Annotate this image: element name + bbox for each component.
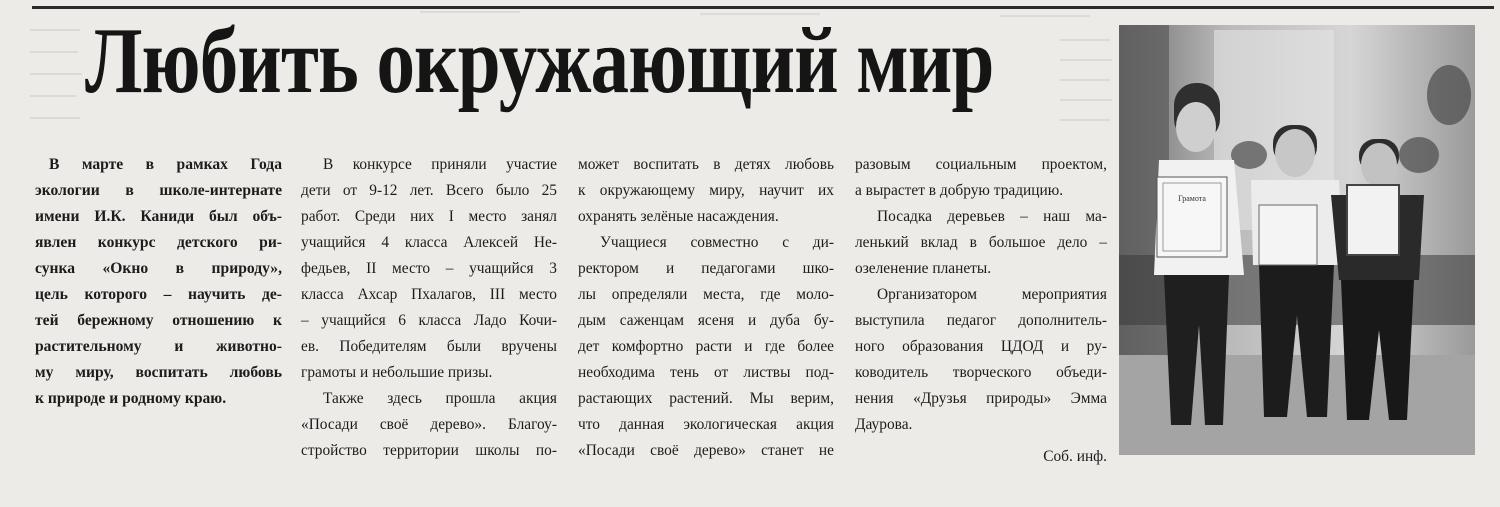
- text-line: учащийся 4 класса Алексей Не-: [301, 234, 557, 251]
- text-line: явлен конкурс детского ри-: [35, 234, 282, 251]
- text-line: класса Ахсар Пхалагов, III место: [301, 286, 557, 303]
- text-line: имени И.К. Каниди был объ-: [35, 208, 282, 225]
- text-line: сунка «Окно в природу»,: [35, 260, 282, 277]
- text-line: ректором и педагогами шко-: [578, 260, 834, 277]
- text-column-4: [855, 152, 1107, 470]
- text-line: грамоты и небольшие призы.: [301, 364, 493, 381]
- text-line: федьев, II место – учащийся 3: [301, 260, 557, 277]
- text-line: работ. Среди них I место занял: [301, 208, 557, 225]
- text-line: В марте в рамках Года: [49, 156, 282, 173]
- text-line: выступила педагог дополнитель-: [855, 312, 1107, 329]
- text-line: а вырастет в добрую традицию.: [855, 182, 1064, 199]
- text-line: нения «Друзья природы» Эмма: [855, 390, 1107, 407]
- text-line: Посадка деревьев – наш ма-: [877, 208, 1107, 225]
- text-line: растающих растений. Мы верим,: [578, 390, 834, 407]
- text-line: может воспитать в детях любовь: [578, 156, 834, 173]
- text-line: ленький вклад в большое дело –: [855, 234, 1107, 251]
- text-line: ководитель творческого объеди-: [855, 364, 1107, 381]
- text-column-2: [301, 152, 557, 464]
- text-line: к окружающему миру, научит их: [578, 182, 834, 199]
- text-line: дым саженцам ясеня и дуба бу-: [578, 312, 834, 329]
- text-line: экологии в школе-интернате: [35, 182, 282, 199]
- text-line: необходима тень от листвы под-: [578, 364, 834, 381]
- award-photo: [1119, 25, 1475, 455]
- byline: Соб. инф.: [1043, 448, 1107, 465]
- text-line: Также здесь прошла акция: [323, 390, 557, 407]
- text-line: «Посади своё дерево». Благоу-: [301, 416, 557, 433]
- text-line: разовым социальным проектом,: [855, 156, 1107, 173]
- text-column-3: [578, 152, 834, 464]
- text-line: охранять зелёные насаждения.: [578, 208, 779, 225]
- text-line: му миру, воспитать любовь: [35, 364, 282, 381]
- lead-column: [35, 152, 282, 412]
- article-headline: Любить окружающий мир: [85, 9, 994, 113]
- text-line: В конкурсе приняли участие: [323, 156, 557, 173]
- text-line: Учащиеся совместно с ди-: [600, 234, 834, 251]
- text-line: дети от 9-12 лет. Всего было 25: [301, 182, 557, 199]
- text-line: дет комфортно расти и где более: [578, 338, 834, 355]
- text-line: тей бережному отношению к: [35, 312, 282, 329]
- text-line: озеленение планеты.: [855, 260, 992, 277]
- certificate-label: Грамота: [1178, 194, 1206, 203]
- text-line: к природе и родному краю.: [35, 390, 227, 407]
- text-line: ного образования ЦДОД и ру-: [855, 338, 1107, 355]
- text-line: лы определяли места, где моло-: [578, 286, 834, 303]
- text-line: стройство территории школы по-: [301, 442, 557, 459]
- text-line: цель которого – научить де-: [35, 286, 282, 303]
- text-line: ев. Победителям были вручены: [301, 338, 557, 355]
- text-line: Даурова.: [855, 416, 913, 433]
- text-line: растительному и животно-: [35, 338, 282, 355]
- text-line: что данная экологическая акция: [578, 416, 834, 433]
- text-line: – учащийся 6 класса Ладо Кочи-: [301, 312, 557, 329]
- text-line: «Посади своё дерево» станет не: [578, 442, 834, 459]
- text-line: Организатором мероприятия: [877, 286, 1107, 303]
